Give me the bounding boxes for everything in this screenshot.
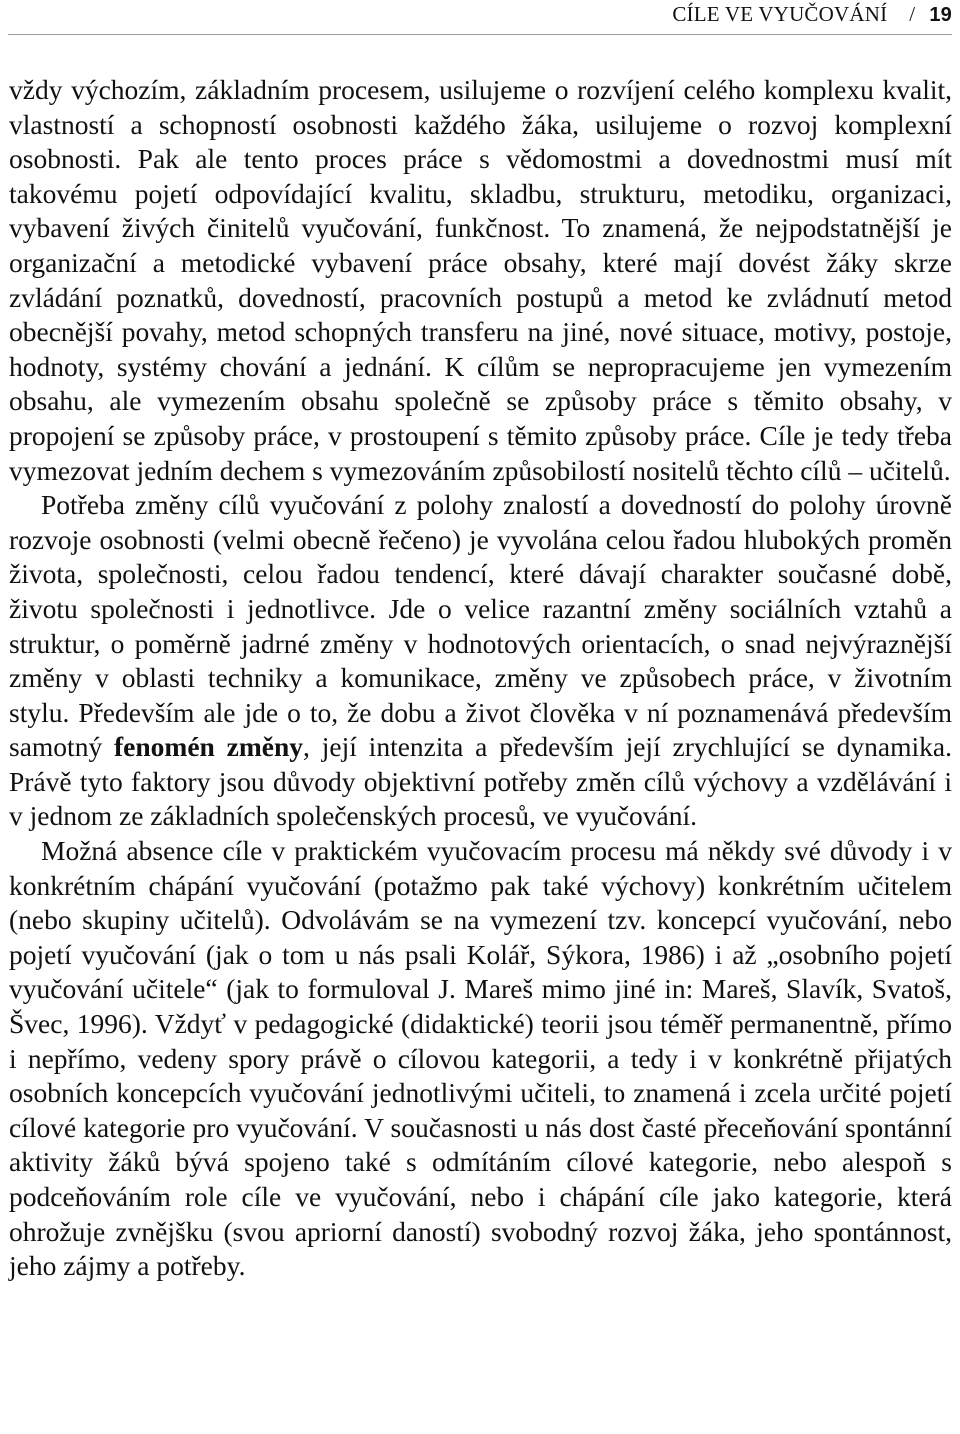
- header-rule: [8, 34, 952, 35]
- paragraph-2-text-end: , její intenzita a především její zrychlující se dynamika. Právě tyto faktory jsou důvody objektivní potřeby změn cílů výchovy a vzdělávání i v jednom ze základních společenských procesů, ve vyučování.: [9, 731, 952, 832]
- header-separator: /: [909, 2, 916, 26]
- running-header: [672, 2, 952, 27]
- paragraph-1: vždy výchozím, základním procesem, usilujeme o rozvíjení celého komplexu kvalit, vlastností a schopností osobnosti každého žáka, usilujeme o rozvoj komplexní osobnosti. Pak ale tento proces práce s vědomostmi a dovednostmi musí mít takovému pojetí odpovídající kvalitu, skladbu, strukturu, metodiku, organizaci, vybavení živých činitelů vyučování, funkčnost. To znamená, že nejpodstatnější je organizační a metodické vybavení práce obsahy, které mají dovést žáky skrze zvládání poznatků, dovedností, pracovních postupů a metod ke zvládnutí metod obecnější povahy, metod schopných transferu na jiné, nové situace, motivy, postoje, hodnoty, systémy chování a jednání. K cílům se nepropracujeme jen vymezením obsahu, ale vymezením obsahu společně se způsoby práce s těmito obsahy, v propojení se způsoby práce, v prostoupení s těmito způsoby práce. Cíle je tedy třeba vymezovat jedním dechem s vymezováním způsobilostí nositelů těchto cílů – učitelů.: [9, 74, 952, 486]
- body-text: [9, 73, 952, 1284]
- emphasis-fenomen-zmeny: fenomén změny: [114, 731, 304, 763]
- page-number: 19: [929, 4, 952, 26]
- paragraph-2: [9, 488, 952, 834]
- paragraph-3: Možná absence cíle v praktickém vyučovacím procesu má někdy své důvody i v konkrétním chápání vyučování (potažmo pak také výchovy) konkrétním učitelem (nebo skupiny učitelů). Odvolávám se na vymezení tzv. koncepcí vyučování, nebo pojetí vyučování (jak o tom u nás psali Kolář, Sýkora, 1986) i až „osobního pojetí vyučování učitele“ (jak to formuloval J. Mareš mimo jiné in: Mareš, Slavík, Svatoš, Švec, 1996). Vždyť v pedagogické (didaktické) teorii jsou téměř permanentně, přímo i nepřímo, vedeny spory právě o cílovou kategorii, a tedy i v konkrétně přijatých osobních koncepcích vyučování jednotlivými učiteli, to znamená i zcela určité pojetí cílové kategorie pro vyučování. V současnosti u nás dost časté přeceňování spontánní aktivity žáků bývá spojeno také s odmítáním cílové kategorie, nebo alespoň s podceňováním role cíle ve vyučování, nebo i chápání cíle jako kategorie, která ohrožuje zvnějšku (svou apriorní daností) svobodný rozvoj žáka, jeho spontánnost, jeho zájmy a potřeby.: [9, 835, 952, 1282]
- paragraph-2-text-start: Potřeba změny cílů vyučování z polohy znalostí a dovedností do polohy úrovně rozvoje osobnosti (velmi obecně řečeno) je vyvolána celou řadou hlubokých proměn života, společnosti, celou řadou tendencí, které dávají charakter současné době, životu společnosti i jednotlivce. Jde o velice razantní změny sociálních vztahů a struktur, o poměrně jadrné změny v hodnotových orientacích, o snad nejvýraznější změny v oblasti techniky a komunikace, změny ve způsobech práce, v životním stylu. Především ale jde o to, že dobu a život člověka v ní poznamenává především samotný: [9, 489, 952, 763]
- chapter-title: CÍLE VE VYUČOVÁNÍ: [672, 2, 888, 26]
